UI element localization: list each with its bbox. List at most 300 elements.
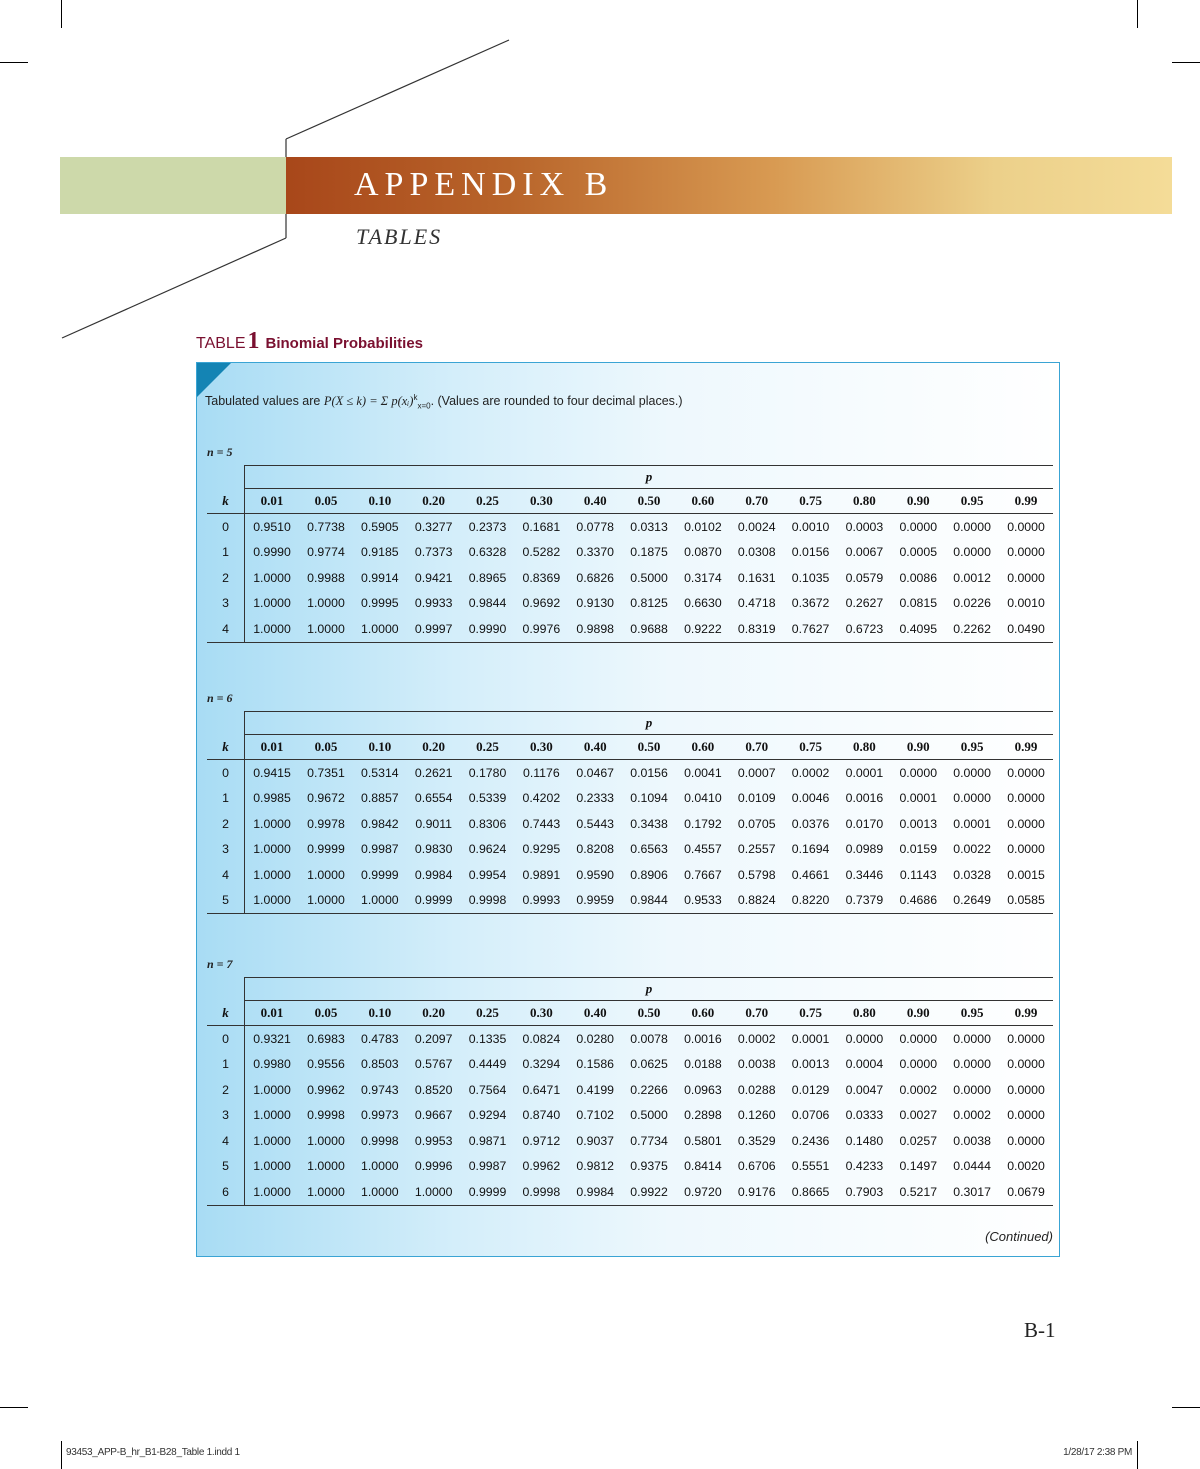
probability-cell: 0.8125 [630,596,668,611]
probability-cell: 0.9624 [468,842,507,857]
probability-cell: 0.9830 [414,842,453,857]
probability-cell: 0.9295 [522,842,561,857]
probability-cell: 0.9914 [361,570,399,585]
p-column-header: 0.75 [784,1001,838,1026]
probability-cell: 0.8369 [522,570,561,585]
probability-cell: 0.8306 [468,816,507,831]
probability-cell: 1.0000 [307,1159,345,1174]
probability-cell: 0.0000 [899,1031,938,1046]
probability-cell: 0.0000 [953,765,991,780]
k-value: 6 [207,1179,245,1205]
probability-cell: 0.4202 [522,791,561,806]
n-label: n = 6 [207,691,233,705]
probability-cell: 0.9185 [361,545,399,560]
probability-cell: 0.8208 [576,842,615,857]
probability-cell: 0.1035 [791,570,830,585]
k-value: 2 [207,811,245,837]
table-row [207,1103,1053,1129]
probability-cell: 0.5000 [630,570,668,585]
crop-mark [61,1441,62,1469]
probability-cell: 0.1875 [630,545,668,560]
probability-cell: 0.2097 [414,1031,453,1046]
p-column-header: 0.70 [730,735,784,760]
probability-cell: 0.7903 [838,1179,892,1205]
k-value: 3 [207,591,245,617]
probability-cell: 0.9533 [676,888,730,914]
probability-cell: 0.9037 [576,1133,615,1148]
probability-cell: 0.1631 [737,570,776,585]
probability-cell: 0.5443 [576,816,615,831]
probability-cell: 0.9987 [361,842,399,857]
probability-cell: 0.0086 [899,570,938,585]
p-column-header: 0.99 [999,489,1053,514]
probability-cell: 0.0170 [845,816,884,831]
probability-cell: 0.9712 [522,1133,561,1148]
probability-cell: 0.0467 [576,765,615,780]
intro-text: Tabulated values are [205,394,324,409]
probability-cell: 0.0000 [953,1031,991,1046]
probability-cell: 0.7734 [630,1133,668,1148]
probability-cell: 1.0000 [245,616,300,642]
table-row [207,1179,1053,1205]
table-prefix: TABLE [196,335,246,352]
probability-cell: 1.0000 [307,867,345,882]
probability-cell: 1.0000 [353,1179,407,1205]
probability-cell: 0.8965 [468,570,507,585]
probability-cell: 0.2627 [845,596,884,611]
p-column-header: 0.30 [514,735,568,760]
table-row [207,1026,1053,1052]
probability-cell: 0.9996 [414,1159,453,1174]
probability-cell: 0.9844 [622,888,676,914]
probability-cell: 0.9999 [361,867,399,882]
table-row [207,888,1053,914]
probability-cell: 0.0705 [737,816,776,831]
probability-cell: 0.9978 [307,816,345,831]
probability-cell: 0.4718 [737,596,776,611]
probability-cell: 0.0024 [737,519,776,534]
probability-cell: 0.1586 [576,1057,615,1072]
probability-cell: 0.0047 [845,1082,884,1097]
p-column-header: 0.25 [461,489,515,514]
probability-cell: 0.1681 [522,519,561,534]
probability-cell: 0.0015 [1007,867,1045,882]
probability-cell: 0.3370 [576,545,615,560]
p-column-header: 0.90 [891,489,945,514]
probability-cell: 0.0989 [845,842,884,857]
n-label: n = 5 [207,445,233,459]
p-column-header: 0.99 [999,735,1053,760]
probability-cell: 0.9375 [630,1159,668,1174]
probability-cell: 0.7443 [522,816,561,831]
probability-cell: 0.0010 [1007,596,1045,611]
probability-cell: 0.9672 [307,791,345,806]
probability-cell: 0.0000 [899,1057,938,1072]
probability-cell: 0.0000 [1007,1031,1045,1046]
probability-cell: 0.2436 [791,1133,830,1148]
probability-cell: 0.0870 [684,545,722,560]
probability-cell: 0.7627 [784,616,838,642]
probability-cell: 0.8520 [414,1082,453,1097]
probability-cell: 0.3529 [737,1133,776,1148]
k-value: 4 [207,1128,245,1154]
probability-cell: 0.9510 [253,519,291,534]
probability-cell: 0.5282 [522,545,561,560]
probability-cell: 0.1094 [630,791,668,806]
probability-cell: 0.0000 [953,519,991,534]
probability-cell: 0.0579 [845,570,884,585]
probability-cell: 0.4199 [576,1082,615,1097]
footer-file: 93453_APP-B_hr_B1-B28_Table 1.indd 1 [66,1447,240,1458]
probability-cell: 0.9743 [361,1082,399,1097]
probability-cell: 0.0041 [684,765,722,780]
probability-cell: 0.0038 [953,1133,991,1148]
probability-cell: 0.0001 [899,791,938,806]
probability-cell: 1.0000 [245,1179,300,1205]
probability-cell: 0.9130 [576,596,615,611]
probability-cell: 0.0001 [953,816,991,831]
table-row [207,811,1053,837]
probability-cell: 0.5314 [361,765,399,780]
intro-formula: P(X ≤ k) = Σ p(xᵢ) [323,394,414,409]
table-name: Binomial Probabilities [265,335,424,352]
k-value: 2 [207,1077,245,1103]
probability-cell: 0.1335 [468,1031,507,1046]
probability-cell: 1.0000 [245,888,300,914]
p-column-header: 0.30 [514,489,568,514]
binomial-table [207,977,1053,1206]
probability-cell: 0.0000 [899,765,938,780]
probability-cell: 0.0000 [1007,519,1045,534]
probability-cell: 0.1497 [899,1159,938,1174]
probability-cell: 0.0012 [953,570,991,585]
table-row [207,786,1053,812]
probability-cell: 0.0410 [684,791,722,806]
probability-cell: 0.6328 [468,545,507,560]
probability-cell: 0.6706 [737,1159,776,1174]
p-header: p [245,712,1054,735]
table-row [207,837,1053,863]
probability-cell: 0.0000 [1007,1108,1045,1123]
p-column-header: 0.95 [945,735,999,760]
table-intro [205,393,683,411]
probability-cell: 0.3438 [630,816,668,831]
p-column-header: 0.75 [784,489,838,514]
p-column-header: 0.80 [838,489,892,514]
probability-cell: 0.9933 [414,596,453,611]
probability-cell: 0.2898 [684,1108,722,1123]
k-value: 5 [207,888,245,914]
probability-cell: 0.7351 [307,765,345,780]
probability-cell: 0.0000 [1007,791,1045,806]
probability-cell: 0.5000 [630,1108,668,1123]
p-column-header: 0.10 [353,489,407,514]
blank [207,712,245,735]
p-column-header: 0.20 [407,735,461,760]
probability-cell: 0.4449 [468,1057,507,1072]
probability-cell: 0.0000 [953,1082,991,1097]
probability-cell: 0.9590 [576,867,615,882]
appendix-subtitle: TABLES [356,224,443,249]
probability-cell: 0.9999 [407,888,461,914]
probability-cell: 0.0020 [1007,1159,1045,1174]
probability-cell: 0.9774 [307,545,345,560]
probability-cell: 0.0016 [845,791,884,806]
p-header: p [245,978,1054,1001]
p-column-header: 0.90 [891,1001,945,1026]
probability-cell: 0.0003 [845,519,884,534]
probability-cell: 0.9984 [568,1179,622,1205]
probability-cell: 0.0159 [899,842,938,857]
p-column-header: 0.25 [461,735,515,760]
probability-cell: 0.1694 [791,842,830,857]
probability-cell: 1.0000 [253,867,291,882]
probability-cell: 1.0000 [361,1159,399,1174]
probability-cell: 0.0001 [845,765,884,780]
probability-cell: 0.7564 [468,1082,507,1097]
probability-cell: 0.4095 [891,616,945,642]
probability-cell: 0.0000 [899,519,938,534]
probability-cell: 0.3174 [684,570,722,585]
p-column-header: 0.01 [245,489,300,514]
probability-cell: 0.9421 [414,570,453,585]
probability-cell: 0.2373 [468,519,507,534]
probability-cell: 0.7667 [684,867,722,882]
table-row [207,540,1053,566]
probability-cell: 0.4783 [361,1031,399,1046]
probability-cell: 0.0333 [845,1108,884,1123]
probability-cell: 0.0002 [737,1031,776,1046]
probability-cell: 0.9812 [576,1159,615,1174]
table-row [207,1077,1053,1103]
probability-cell: 0.0038 [737,1057,776,1072]
p-column-header: 0.60 [676,489,730,514]
probability-cell: 0.0288 [737,1082,776,1097]
probability-cell: 0.0313 [630,519,668,534]
probability-cell: 0.8414 [684,1159,722,1174]
probability-cell: 0.5767 [414,1057,453,1072]
probability-cell: 0.9842 [361,816,399,831]
probability-cell: 0.6471 [522,1082,561,1097]
probability-cell: 0.9998 [461,888,515,914]
probability-cell: 0.9720 [676,1179,730,1205]
probability-cell: 0.0002 [953,1108,991,1123]
k-value: 2 [207,565,245,591]
probability-cell: 0.6983 [307,1031,345,1046]
probability-cell: 0.5217 [891,1179,945,1205]
p-column-header: 0.95 [945,489,999,514]
k-value: 1 [207,540,245,566]
probability-cell: 0.0815 [899,596,938,611]
probability-cell: 0.8740 [522,1108,561,1123]
probability-cell: 0.8319 [730,616,784,642]
probability-cell: 0.0226 [953,596,991,611]
probability-cell: 0.2621 [414,765,453,780]
probability-cell: 0.9294 [468,1108,507,1123]
probability-cell: 0.7379 [838,888,892,914]
p-column-header: 0.05 [299,1001,353,1026]
probability-cell: 0.3294 [522,1057,561,1072]
probability-cell: 0.0376 [791,816,830,831]
binomial-table [207,711,1053,914]
probability-cell: 0.0188 [684,1057,722,1072]
probability-cell: 0.9844 [468,596,507,611]
k-value: 3 [207,837,245,863]
probability-cell: 0.0016 [684,1031,722,1046]
p-column-header: 0.10 [353,735,407,760]
probability-cell: 0.8906 [630,867,668,882]
probability-cell: 0.0000 [845,1031,884,1046]
probability-cell: 0.8857 [361,791,399,806]
crop-mark [1172,1407,1200,1408]
k-value: 0 [207,514,245,540]
probability-cell: 0.9953 [414,1133,453,1148]
probability-cell: 0.9976 [514,616,568,642]
probability-cell: 0.9985 [253,791,291,806]
probability-cell: 0.0013 [899,816,938,831]
p-column-header: 0.50 [622,735,676,760]
probability-cell: 0.9321 [253,1031,291,1046]
table-row [207,565,1053,591]
probability-cell: 0.9871 [468,1133,507,1148]
probability-cell: 0.2557 [737,842,776,857]
probability-cell: 0.0027 [899,1108,938,1123]
probability-cell: 0.9922 [622,1179,676,1205]
probability-cell: 0.5551 [791,1159,830,1174]
probability-cell: 1.0000 [353,888,407,914]
probability-cell: 0.2649 [945,888,999,914]
probability-cell: 0.9898 [568,616,622,642]
probability-cell: 0.0010 [791,519,830,534]
probability-cell: 0.6630 [684,596,722,611]
p-column-header: 0.50 [622,1001,676,1026]
p-column-header: 0.99 [999,1001,1053,1026]
p-column-header: 0.70 [730,1001,784,1026]
probability-cell: 0.0067 [845,545,884,560]
probability-cell: 0.0156 [630,765,668,780]
probability-cell: 0.0022 [953,842,991,857]
probability-cell: 0.9891 [522,867,561,882]
probability-cell: 0.0000 [953,1057,991,1072]
probability-cell: 0.9995 [361,596,399,611]
probability-cell: 0.0013 [791,1057,830,1072]
p-column-header: 0.25 [461,1001,515,1026]
table-row [207,862,1053,888]
k-value: 0 [207,760,245,786]
continued-note: (Continued) [985,1229,1053,1244]
probability-cell: 0.0002 [791,765,830,780]
probability-cell: 0.0002 [899,1082,938,1097]
probability-cell: 0.9222 [676,616,730,642]
probability-cell: 0.5801 [684,1133,722,1148]
k-value: 0 [207,1026,245,1052]
p-column-header: 0.80 [838,1001,892,1026]
probability-cell: 1.0000 [253,570,291,585]
probability-cell: 0.5339 [468,791,507,806]
probability-cell: 0.9987 [468,1159,507,1174]
p-column-header: 0.05 [299,489,353,514]
table-row [207,514,1053,540]
probability-cell: 0.9692 [522,596,561,611]
probability-cell: 0.0129 [791,1082,830,1097]
probability-cell: 1.0000 [253,596,291,611]
probability-cell: 0.4233 [845,1159,884,1174]
k-value: 4 [207,616,245,642]
probability-cell: 0.0000 [1007,816,1045,831]
probability-cell: 0.3672 [791,596,830,611]
probability-cell: 0.9980 [253,1057,291,1072]
probability-cell: 0.0963 [684,1082,722,1097]
probability-cell: 0.0000 [953,791,991,806]
crop-mark [1137,1441,1138,1469]
probability-cell: 0.0824 [522,1031,561,1046]
p-column-header: 0.40 [568,1001,622,1026]
corner-accent [197,363,231,397]
crop-mark [0,1407,28,1408]
p-column-header: 0.01 [245,735,300,760]
k-value: 5 [207,1154,245,1180]
probability-cell: 0.0004 [845,1057,884,1072]
probability-cell: 0.9990 [461,616,515,642]
probability-cell: 0.0328 [953,867,991,882]
probability-cell: 1.0000 [307,1133,345,1148]
n-label: n = 7 [207,957,233,971]
probability-cell: 0.0109 [737,791,776,806]
p-column-header: 0.80 [838,735,892,760]
probability-cell: 0.4686 [891,888,945,914]
p-column-header: 0.30 [514,1001,568,1026]
probability-cell: 1.0000 [299,616,353,642]
intro-note: . (Values are rounded to four decimal places.) [430,394,683,409]
probability-cell: 0.9688 [622,616,676,642]
probability-cell: 0.9998 [514,1179,568,1205]
table-row [207,760,1053,786]
k-header: k [207,735,245,760]
probability-cell: 0.8503 [361,1057,399,1072]
probability-cell: 0.5798 [737,867,776,882]
probability-cell: 0.0078 [630,1031,668,1046]
probability-cell: 1.0000 [307,596,345,611]
table-row [207,616,1053,642]
p-column-header: 0.40 [568,489,622,514]
p-column-header: 0.01 [245,1001,300,1026]
probability-cell: 0.1792 [684,816,722,831]
probability-cell: 0.9176 [730,1179,784,1205]
probability-cell: 0.2262 [945,616,999,642]
k-value: 3 [207,1103,245,1129]
probability-cell: 0.0490 [999,616,1053,642]
probability-cell: 0.1143 [899,867,937,882]
probability-cell: 1.0000 [253,842,291,857]
page-number: B-1 [1024,1318,1056,1342]
p-column-header: 0.75 [784,735,838,760]
probability-cell: 0.3017 [945,1179,999,1205]
probability-cell: 0.7102 [576,1108,615,1123]
probability-cell: 0.0706 [791,1108,830,1123]
k-value: 1 [207,1052,245,1078]
probability-cell: 0.3277 [414,519,453,534]
probability-cell: 0.9998 [361,1133,399,1148]
k-header: k [207,1001,245,1026]
probability-cell: 0.9959 [568,888,622,914]
probability-cell: 0.6563 [630,842,668,857]
probability-cell: 0.0679 [999,1179,1053,1205]
probability-cell: 0.6826 [576,570,615,585]
k-value: 4 [207,862,245,888]
probability-cell: 0.0000 [1007,842,1045,857]
probability-cell: 0.1176 [523,765,560,780]
probability-cell: 0.0585 [999,888,1053,914]
